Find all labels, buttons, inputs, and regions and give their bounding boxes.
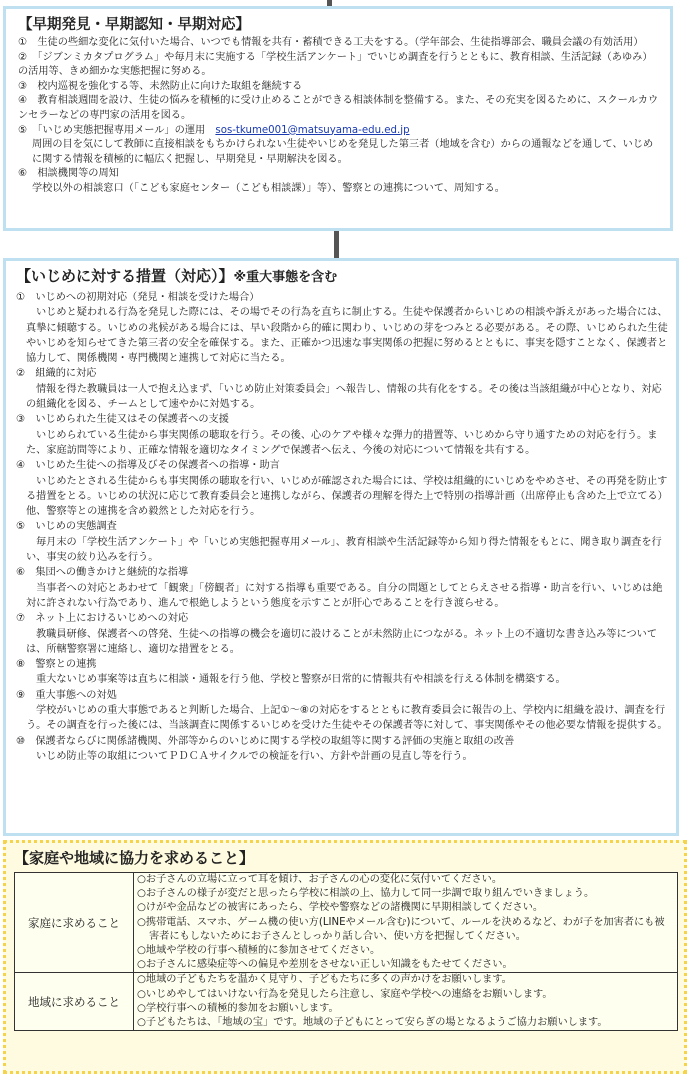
bullying-response-title [16,265,668,286]
item-text: 生徒の些細な変化に気付いた場合、いつでも情報を共有・蓄積できる工夫をする。（学年部会、生徒指導部会、職員会議の有効活用） [37,37,644,48]
item-number: ⑤ [16,521,26,533]
item-title: 組織的に対応 [35,368,97,380]
item-body: 当事者への対応とあわせて「観衆」「傍観者」に対する指導も重要である。自分の問題としてとらえさせる指導・助言を行い、いじめは絶対に許されない行為であり、進んで根絶しようという態度を示すことが肝心であることを行き渡らせる。 [26,582,663,609]
item-body: 教職員研修、保護者への啓発、生徒への指導の機会を適切に設けることが未然防止につながる。ネット上の不適切な書き込み等については、所轄警察署に連絡し、適切な措置をとる。 [26,628,658,655]
list-item: ○けがや金品などの被害にあったら、学校や警察などの諸機関に早期相談してください。 [137,902,544,914]
item-body: 周囲の目を気にして教師に直接相談をもちかけられない生徒やいじめを発見した第三者（地域を含む）からの通報などを通して、いじめに関する情報を積極的に幅広く把握し、早期発見・早期解決を図る。 [32,139,654,165]
early-item-6 [18,167,662,196]
section-note: ※重大事態を含む [233,270,338,285]
response-item-1 [16,290,668,366]
item-title: いじめの実態調査 [35,521,117,533]
item-number: ④ [16,460,26,472]
item-title: 「いじめ実態把握専用メール」の運用 [37,124,206,136]
item-text: 「ジブンミカタプログラム」や毎月末に実施する「学校生活アンケート」でいじめ調査を行うとともに、教育相談、生活記録（あゆみ）の活用等、きめ細かな実態把握に努める。 [18,51,653,78]
list-item: ○いじめやしてはいけない行為を発見したら注意し、家庭や学校への連絡をお願いします。 [137,988,553,1000]
item-title: いじめた生徒への指導及びその保護者への指導・助言 [35,460,280,472]
list-item: ○子どもたちは、「地域の宝」です。地域の子どもにとって安らぎの場となるようご協力お願いします。 [137,1017,608,1029]
table-row [15,973,678,1031]
item-body: いじめと疑われる行為を発見した際には、その場でその行為を直ちに制止する。生徒や保護者からいじめの相談や訴えがあった場合には、真摯に傾聴する。いじめの兆候がある場合には、早い段階から的確に関わり、いじめの芽をつみとる必要がある。その際、いじめられた生徒やいじめを知らせてきた第三者の安全を確保する。また、正確かつ迅速な事実関係の把握に努めるとともに、事実を隠すことなく、保護者と協力して、関係機関・専門機関と連携して対応に当たる。 [26,307,668,365]
item-title: 重大事態への対処 [35,689,117,701]
item-body: 毎月末の「学校生活アンケート」や「いじめ実態把握専用メール」、教育相談や生活記録等から知り得た情報をもとに、聞き取り調査を行い、事実の絞り込みを行う。 [26,536,662,564]
list-item: ○お子さんに感染症等への偏見や差別をさせない正しい知識をもたせてください。 [137,959,513,971]
item-number: ⑨ [16,689,26,701]
item-number: ⑥ [16,567,26,579]
item-number: ② [18,51,28,63]
response-item-10 [16,734,668,765]
item-text: 校内巡視を強化する等、未然防止に向けた取組を継続する [37,80,303,92]
response-item-3 [16,412,668,458]
home-label: 家庭に求めること [15,873,134,973]
early-item-4 [18,94,662,123]
middle-connector [334,231,339,259]
item-body: 学校がいじめの重大事態であると判断した場合、上記①～⑧の対応をするとともに教育委員会に報告の上、学校内に組織を設け、調査を行う。その調査を行った後には、当該調査に関係するいじめを受けた生徒やその保護者等に対して、事実関係やその他必要な情報を提供する。 [26,705,668,732]
response-item-5 [16,519,668,565]
response-item-7 [16,611,668,657]
item-title: 保護者ならびに関係諸機関、外部等からのいじめに関する学校の取組等に関する評価の実施と取組の改善 [35,735,515,747]
item-number: ⑤ [18,124,28,136]
community-requests [134,973,678,1031]
item-text: 教育相談週間を設け、生徒の悩みを積極的に受け止めることができる相談体制を整備する。また、その充実を図るために、スクールカウンセラーなどの専門家の活用を図る。 [18,95,659,121]
item-body: いじめられている生徒から事実関係の聴取を行う。その後、心のケアや様々な弾力的措置等、いじめから守り通すための対応を行う。また、家庭訪問等により、正確な情報を適切なタイミングで保護者へ伝え、今後の対応について情報を共有する。 [26,429,658,456]
table-row [15,873,678,973]
item-body: 学校以外の相談窓口（「こども家庭センター（こども相談課）」等）、警察との連携について、周知する。 [32,182,505,194]
list-item: ○学校行事への積極的参加をお願いします。 [137,1002,339,1014]
item-number: ⑦ [16,613,26,625]
item-title: いじめられた生徒又はその保護者への支援 [35,414,229,426]
response-item-8 [16,657,668,688]
community-label: 地域に求めること [15,973,134,1031]
item-number: ⑥ [18,168,28,180]
item-number: ③ [16,414,26,426]
list-item: ○お子さんの立場に立って耳を傾け、お子さんの心の変化に気付いてください。 [137,874,503,885]
item-body: いじめたとされる生徒からも事実関係の聴取を行い、いじめが確認された場合には、学校は組織的にいじめをやめさせ、その再発を防止する措置をとる。いじめの状況に応じて教育委員会と連携しながら、保護者の理解を得た上で特別の指導計画（出席停止も含めた上で立てる）他、警察等との連携を含め毅然とした対応を行う。 [26,475,668,518]
item-number: ① [18,37,28,48]
response-item-4 [16,458,668,519]
early-item-1 [18,36,662,51]
cooperation-table [14,872,678,1031]
section-title-text: 【いじめに対する措置（対応）】 [16,267,234,285]
report-email-link[interactable]: sos-tkume001@matsuyama-edu.ed.jp [215,124,410,136]
item-number: ② [16,368,26,380]
list-item: ○携帯電話、スマホ、ゲーム機の使い方(LINEやメール含む)について、ルールを決めるなど、わが子を加害者にも被害者にもしないためにお子さんとしっかり話し合い、使い方を把握してください。 [137,916,665,942]
item-title: 警察との連携 [35,659,97,671]
item-title: 相談機関等の周知 [37,168,119,180]
cooperation-section [3,840,687,1074]
item-body: 情報を得た教職員は一人で抱え込まず、「いじめ防止対策委員会」へ報告し、情報の共有化をする。その後は当該組織が中心となり、対応の組織化を図る、チームとして速やかに対処する。 [26,383,662,411]
early-item-2 [18,51,662,80]
item-body: いじめ防止等の取組についてＰＤＣＡサイクルでの検証を行い、方針や計画の見直し等を行う。 [36,750,473,762]
item-number: ① [16,292,26,303]
item-number: ③ [18,80,28,92]
early-item-3 [18,80,662,95]
item-title: いじめへの初期対応（発見・相談を受けた場合） [35,292,260,303]
item-title: 集団への働きかけと継続的な指導 [35,567,189,579]
item-number: ④ [18,95,28,107]
list-item: ○地域の子どもたちを温かく見守り、子どもたちに多くの声かけをお願いします。 [137,974,512,986]
home-requests [134,873,678,973]
response-item-9 [16,688,668,734]
list-item: ○地域や学校の行事へ積極的に参加させてください。 [137,945,381,957]
list-item: ○お子さんの様子が変だと思ったら学校に相談の上、協力して同一歩調で取り組んでいきましょう。 [137,888,595,900]
item-body: 重大ないじめ事案等は直ちに相談・通報を行う他、学校と警察が日常的に情報共有や相談を行える体制を構築する。 [36,674,566,686]
early-detection-section [3,6,673,231]
item-number: ⑧ [16,659,26,671]
response-item-6 [16,565,668,611]
early-detection-title: 【早期発見・早期認知・早期対応】 [18,17,250,33]
item-number: ⑩ [16,735,26,747]
response-item-2 [16,366,668,412]
early-item-5 [18,124,662,168]
cooperation-title: 【家庭や地域に協力を求めること】 [14,849,255,867]
bullying-response-section [3,258,679,836]
item-title: ネット上におけるいじめへの対応 [35,613,189,625]
